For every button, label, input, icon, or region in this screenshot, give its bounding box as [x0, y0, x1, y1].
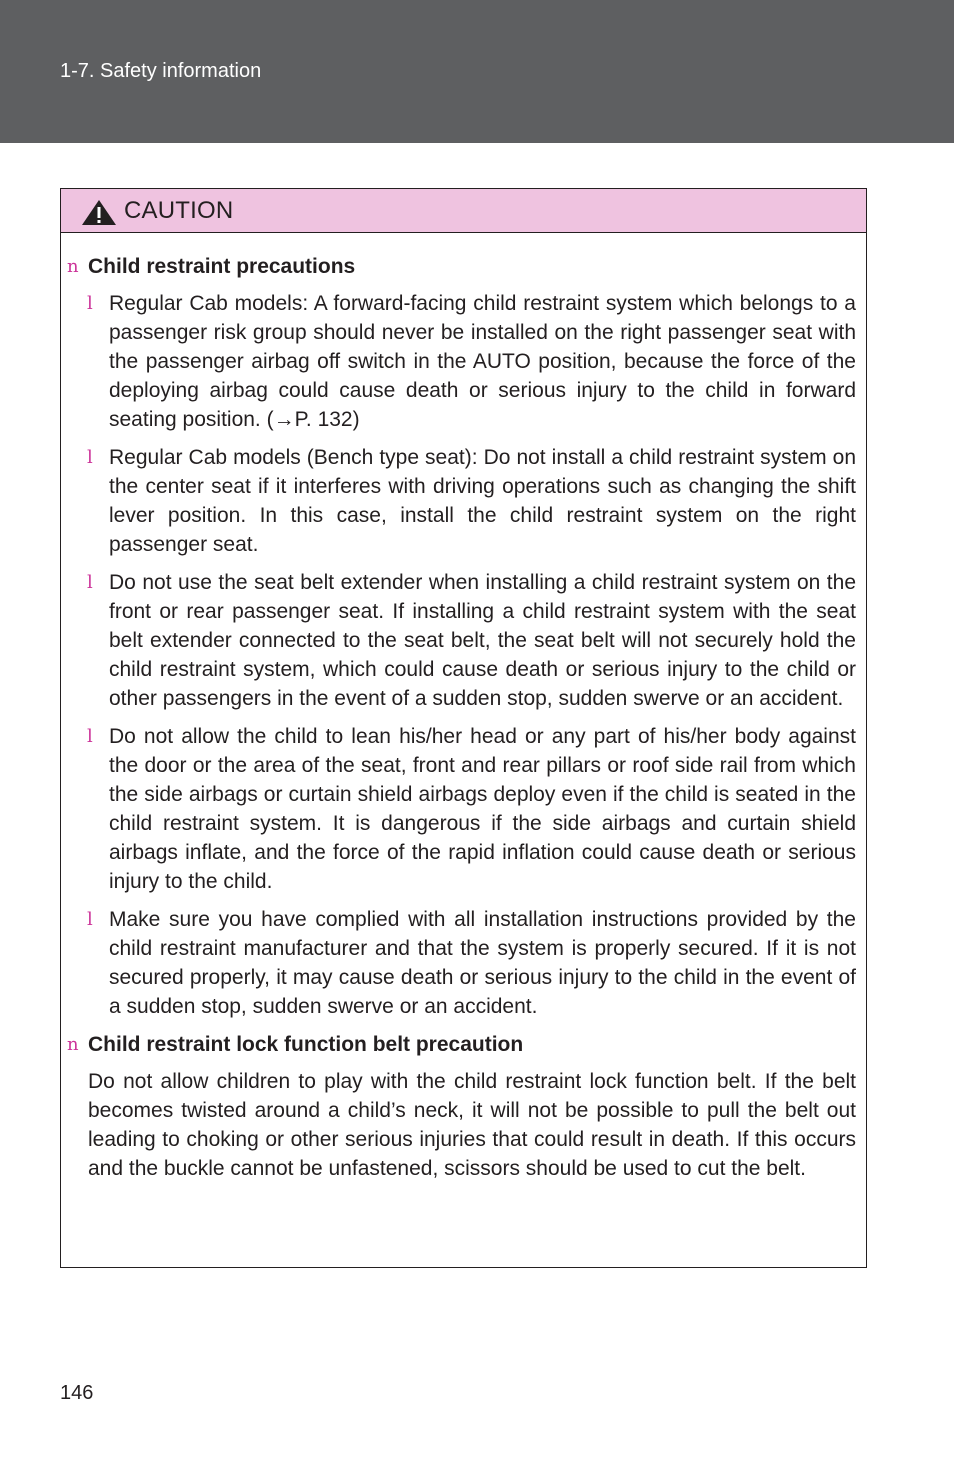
- section-heading-lock-function-belt: [61, 1030, 856, 1059]
- list-item: [61, 905, 856, 1021]
- section-heading-text: Child restraint lock function belt precaution: [88, 1033, 524, 1056]
- item-bullet: l: [87, 293, 93, 314]
- item-text: Regular Cab models: A forward-facing child restraint system which belongs to a passenger risk group should never be installed on the right passenger seat with the passenger airbag off switch in the AUTO position, because the force of the deploying airbag could cause death or serious injury to the child in forward seating position. (→P. 132): [109, 292, 856, 431]
- header-band: [0, 0, 954, 143]
- item-text: Do not allow the child to lean his/her head or any part of his/her body against the door or the area of the seat, front and rear pillars or roof side rail from which the side airbags or curtain shield airbags deploy even if the child is seated in the child restraint system. It is dangerous if the side airbags and curtain shield airbags inflate, and the force of the rapid inflation could cause death or serious injury to the child.: [109, 725, 856, 893]
- list-item: [61, 568, 856, 713]
- item-bullet: l: [87, 909, 93, 930]
- caution-header: [61, 189, 866, 233]
- list-item: [61, 289, 856, 434]
- warning-triangle-icon: [81, 199, 117, 226]
- caution-box: [60, 188, 867, 1268]
- section-heading-child-restraint-precautions: [61, 252, 856, 281]
- item-text: Regular Cab models (Bench type seat): Do not install a child restraint system on the center seat if it interferes with driving operations such as changing the shift lever position. In this case, install the child restraint system on the right passenger seat.: [109, 446, 856, 556]
- list-item: [61, 443, 856, 559]
- list-item: [61, 722, 856, 896]
- item-bullet: l: [87, 572, 93, 593]
- section-paragraph: Do not allow children to play with the child restraint lock function belt. If the belt becomes twisted around a child’s neck, it will not be possible to pull the belt out leading to choking or other serious injuries that could result in death. If this occurs and the buckle cannot be unfastened, scissors should be used to cut the belt.: [88, 1070, 856, 1180]
- page-number: 146: [60, 1382, 94, 1404]
- section-title: 1-7. Safety information: [60, 60, 262, 82]
- item-text: Do not use the seat belt extender when installing a child restraint system on the front or rear passenger seat. If installing a child restraint system with the seat belt extender connected to the seat belt, the seat belt will not securely hold the child restraint system, which could cause death or serious injury to the child or other passengers in the event of a sudden stop, sudden swerve or an accident.: [109, 571, 856, 710]
- caution-label: CAUTION: [124, 197, 234, 224]
- section-heading-text: Child restraint precautions: [88, 255, 356, 278]
- section-bullet: n: [67, 256, 79, 277]
- caution-body: [61, 233, 866, 1183]
- item-text: Make sure you have complied with all installation instructions provided by the child restraint manufacturer and that the system is properly secured. If it is not secured properly, it may cause death or serious injury to the child in the event of a sudden stop, sudden swerve or an accident.: [109, 908, 856, 1018]
- item-bullet: l: [87, 726, 93, 747]
- item-bullet: l: [87, 447, 93, 468]
- section-bullet: n: [67, 1034, 79, 1055]
